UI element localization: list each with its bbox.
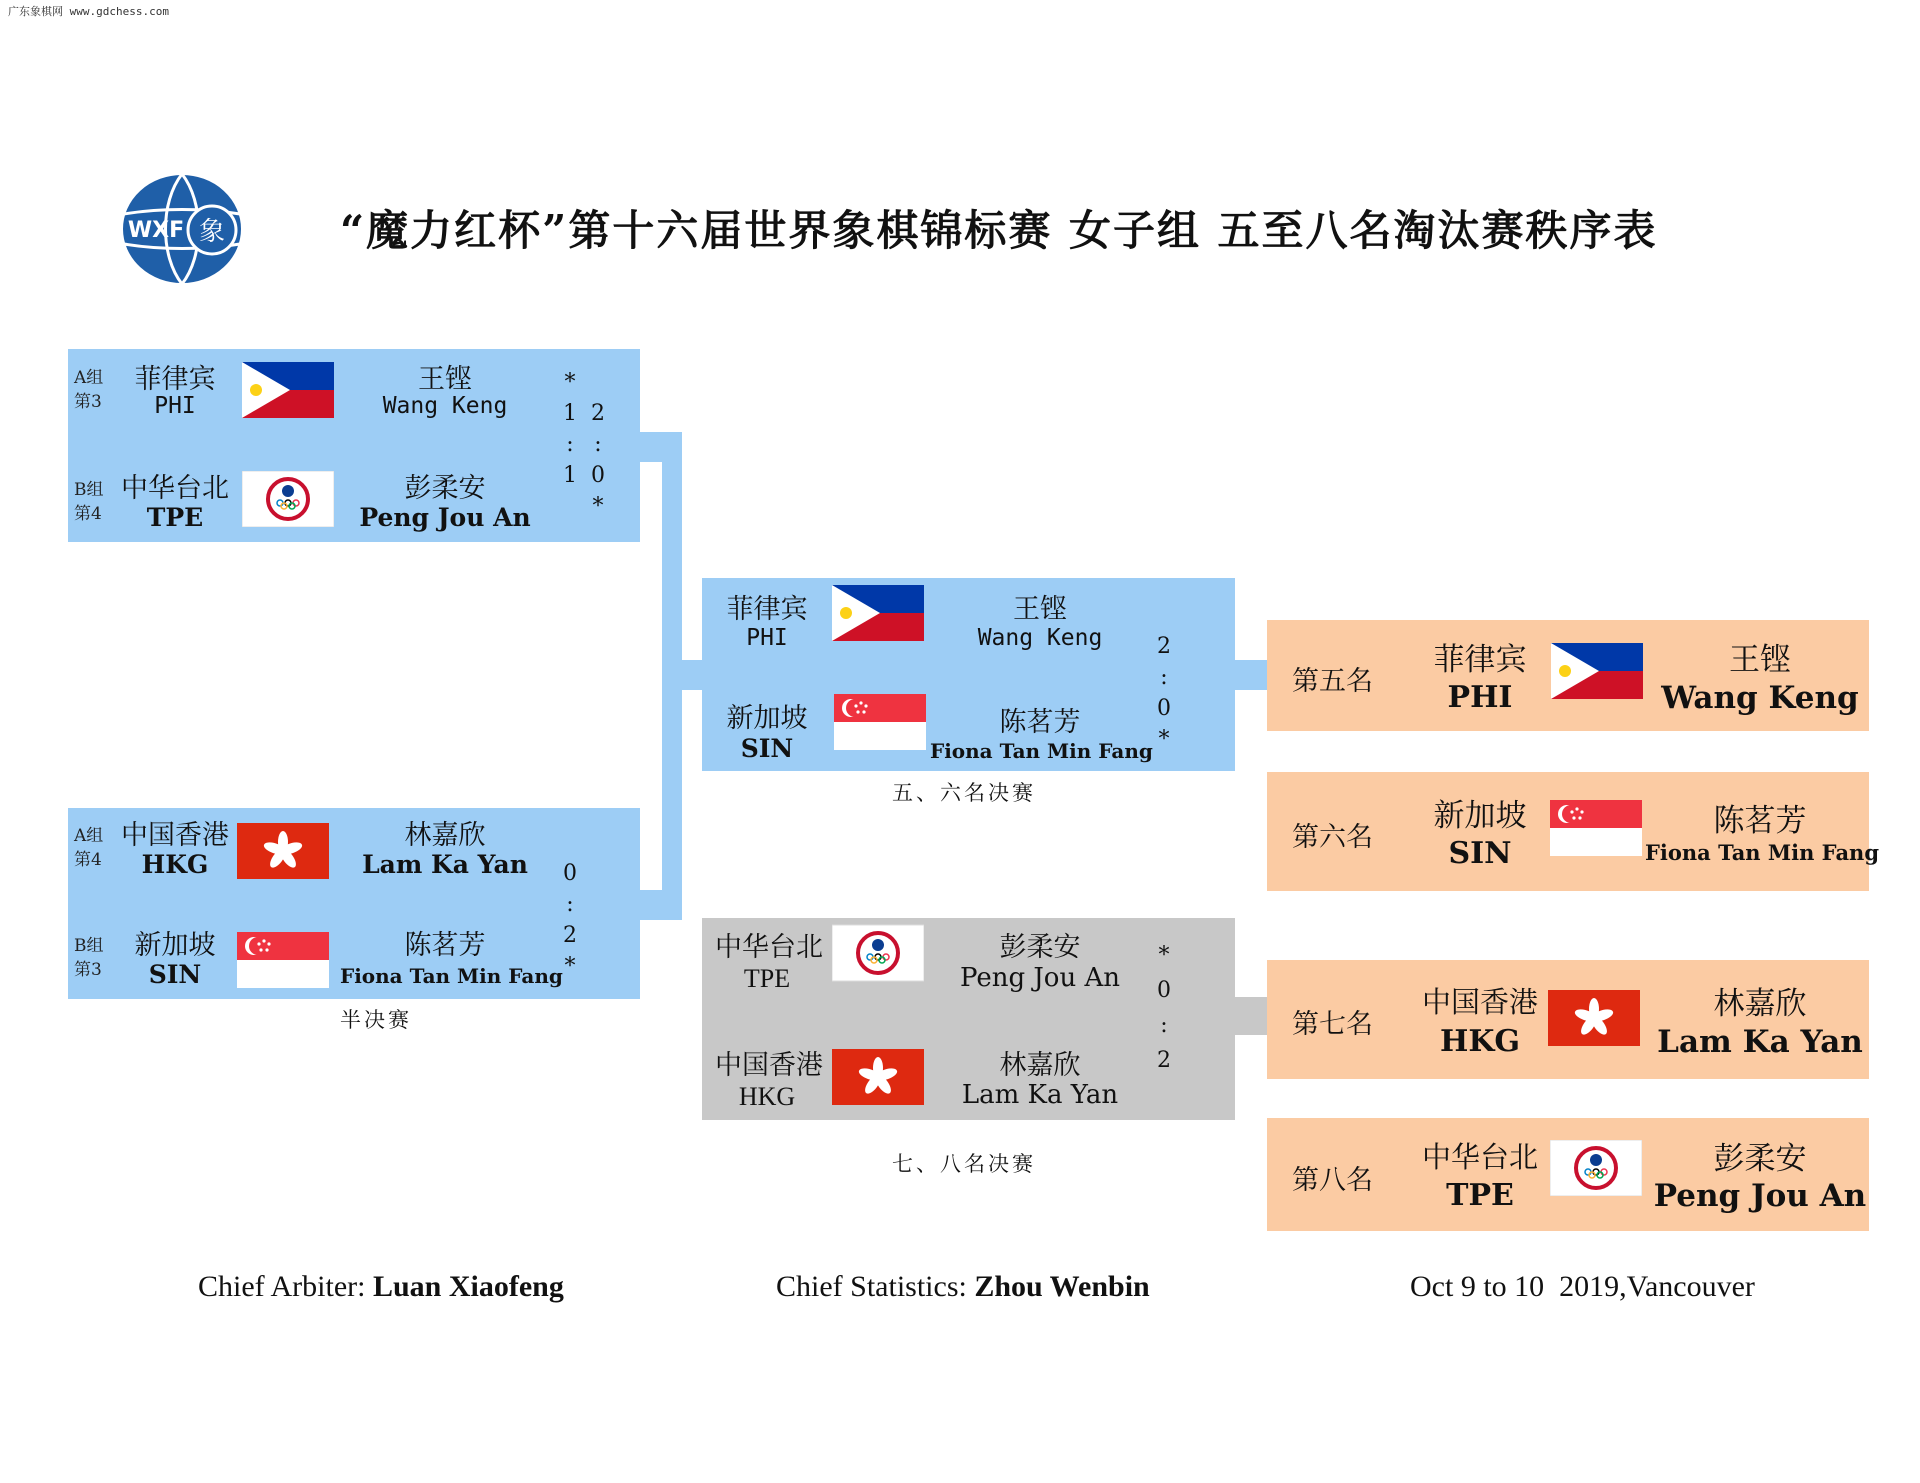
country-code: HKG	[141, 850, 209, 879]
group-label: B组 第4	[74, 480, 104, 524]
player-name-en: Lam Ka Yan	[1657, 1024, 1863, 1060]
country-name-cn: 中华台北	[1421, 1140, 1538, 1174]
logo-text: WXF	[127, 218, 185, 243]
country-name-cn: 中国香港	[121, 820, 229, 851]
player-name-en: Wang Keng	[382, 393, 508, 419]
date-and-venue: Oct 9 to 10 2019,Vancouver	[1410, 1270, 1755, 1303]
player-name-en: Lam Ka Yan	[961, 1080, 1119, 1110]
country-code: PHI	[154, 393, 196, 419]
score-column: 2 : 0 *	[591, 401, 605, 519]
country-name-cn: 新加坡	[726, 703, 808, 734]
player-name-en: Fiona Tan Min Fang	[1645, 840, 1880, 865]
chief-statistics: Chief Statistics: Zhou Wenbin	[776, 1270, 1150, 1303]
country-code: HKG	[738, 1082, 796, 1111]
group-label: B组 第3	[74, 936, 104, 980]
chief-arbiter: Chief Arbiter: Luan Xiaofeng	[198, 1270, 564, 1303]
page-title: “魔力红杯”第十六届世界象棋锦标赛 女子组 五至八名淘汰赛秩序表	[340, 206, 1658, 255]
philippines-flag-icon	[832, 584, 924, 646]
bracket-connector	[1235, 997, 1267, 1035]
country-code: SIN	[148, 960, 202, 989]
score-column: 0 : 2 *	[563, 861, 577, 979]
player-name-cn: 王铿	[1729, 642, 1791, 678]
bracket-connector	[662, 432, 682, 920]
rank-label: 第七名	[1292, 1009, 1373, 1040]
score-column: * 1 : 1	[563, 370, 577, 488]
hong-kong-flag-icon	[237, 823, 329, 883]
player-name-cn: 彭柔安	[1713, 1141, 1807, 1177]
player-name-cn: 林嘉欣	[999, 1050, 1081, 1081]
hong-kong-flag-icon	[1548, 990, 1640, 1050]
singapore-flag-icon	[834, 694, 926, 754]
country-name-cn: 菲律宾	[726, 594, 808, 625]
country-code: TPE	[1446, 1178, 1514, 1213]
player-name-cn: 林嘉欣	[1713, 986, 1807, 1022]
player-name-cn: 彭柔安	[404, 473, 486, 504]
score-column: * 0 : 2	[1157, 943, 1171, 1073]
player-name-cn: 王铿	[418, 364, 472, 395]
country-code: SIN	[740, 734, 794, 763]
wxf-logo	[120, 172, 244, 286]
final-7-8-caption: 七、八名决赛	[892, 1152, 1036, 1176]
rank-label: 第八名	[1292, 1165, 1373, 1196]
player-name-en: Fiona Tan Min Fang	[340, 964, 563, 988]
country-code: TPE	[743, 964, 791, 993]
country-name-cn: 菲律宾	[134, 364, 216, 395]
country-code: HKG	[1439, 1024, 1521, 1059]
hong-kong-flag-icon	[832, 1048, 924, 1110]
score-column: 2 : 0 *	[1157, 634, 1171, 752]
group-label: A组 第3	[74, 368, 104, 412]
country-name-cn: 新加坡	[1433, 798, 1527, 834]
philippines-flag-icon	[242, 362, 334, 422]
player-name-cn: 陈茗芳	[999, 707, 1081, 738]
country-name-cn: 中华台北	[715, 932, 823, 963]
philippines-flag-icon	[1550, 643, 1644, 703]
player-name-en: Fiona Tan Min Fang	[930, 739, 1153, 763]
bracket-connector	[682, 660, 702, 690]
country-code: PHI	[746, 625, 788, 651]
chinese-taipei-flag-icon	[1550, 1140, 1642, 1200]
singapore-flag-icon	[1550, 800, 1642, 860]
semifinal-caption: 半决赛	[340, 1008, 412, 1032]
player-name-en: Lam Ka Yan	[362, 850, 528, 879]
svg-text:象: 象	[198, 217, 226, 247]
player-name-en: Wang Keng	[1661, 680, 1859, 716]
chinese-taipei-flag-icon	[242, 471, 334, 531]
country-name-cn: 新加坡	[134, 930, 216, 961]
singapore-flag-icon	[237, 932, 329, 992]
player-name-en: Wang Keng	[977, 625, 1103, 651]
player-name-cn: 林嘉欣	[404, 820, 486, 851]
country-code: TPE	[146, 503, 204, 532]
country-name-cn: 菲律宾	[1433, 642, 1527, 678]
player-name-cn: 王铿	[1013, 594, 1067, 625]
country-name-cn: 中国香港	[715, 1050, 823, 1081]
player-name-cn: 陈茗芳	[1713, 803, 1807, 839]
player-name-cn: 彭柔安	[999, 932, 1081, 963]
rank-label: 第六名	[1292, 822, 1373, 853]
player-name-cn: 陈茗芳	[404, 930, 486, 961]
country-name-cn: 中国香港	[1421, 985, 1538, 1019]
country-name-cn: 中华台北	[121, 473, 229, 504]
player-name-en: Peng Jou An	[960, 963, 1120, 993]
group-label: A组 第4	[74, 826, 104, 870]
country-code: PHI	[1447, 680, 1513, 715]
player-name-en: Peng Jou An	[359, 503, 531, 532]
watermark: 广东象棋网 www.gdchess.com	[8, 5, 169, 18]
bracket-connector	[1235, 660, 1267, 690]
final-5-6-caption: 五、六名决赛	[892, 781, 1036, 805]
chinese-taipei-flag-icon	[832, 924, 924, 986]
player-name-en: Peng Jou An	[1653, 1178, 1867, 1214]
country-code: SIN	[1448, 836, 1512, 871]
rank-label: 第五名	[1292, 666, 1373, 697]
